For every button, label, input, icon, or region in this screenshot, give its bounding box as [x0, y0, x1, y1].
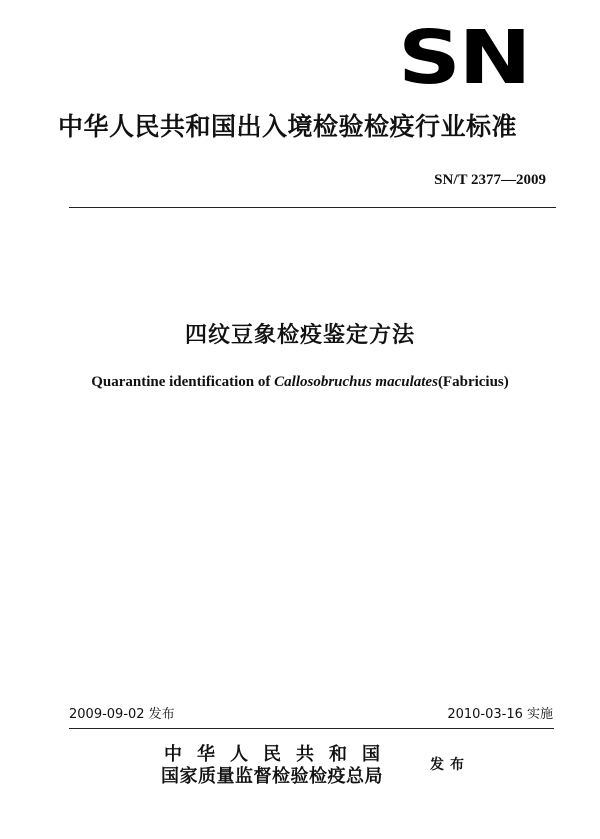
- publisher-line-2: 国家质量监督检验检疫总局: [161, 766, 383, 787]
- organization-title: 中华人民共和国出入境检验检疫行业标准: [58, 112, 518, 141]
- document-title-cn: 四纹豆象检疫鉴定方法: [184, 323, 415, 348]
- sn-logo: SN: [398, 15, 530, 101]
- title-en-prefix: Quarantine identification of: [91, 374, 275, 390]
- publisher-line-1: 中华人民共和国: [164, 744, 395, 765]
- footer-divider: [69, 728, 554, 729]
- standard-number: SN/T 2377—2009: [434, 172, 546, 188]
- implementation-date: 2010-03-16 实施: [447, 707, 553, 722]
- header-divider: [69, 207, 556, 208]
- issue-date: 2009-09-02 发布: [69, 707, 175, 722]
- document-title-en: [0, 373, 600, 391]
- title-en-suffix: (Fabricius): [437, 374, 509, 390]
- publisher-action: 发布: [430, 757, 470, 773]
- title-en-species: Callosobruchus maculates: [274, 374, 438, 390]
